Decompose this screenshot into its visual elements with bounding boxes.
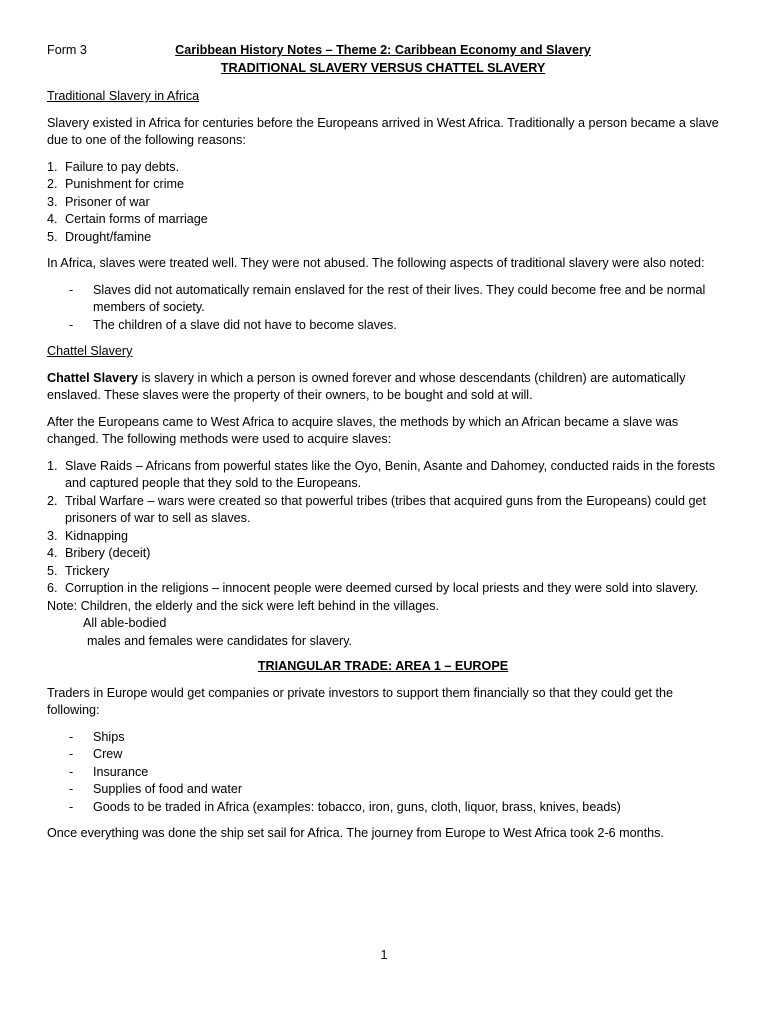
chattel-term: Chattel Slavery <box>47 370 138 385</box>
aspects-list <box>47 282 719 335</box>
triangular-intro: Traders in Europe would get companies or private investors to support them financially so that they could get the following: <box>47 685 674 717</box>
list-item <box>47 317 719 335</box>
list-number: 6. <box>47 581 58 595</box>
list-text: Corruption in the religions – innocent people were deemed cursed by local priests and they were sold into slavery. <box>65 581 699 595</box>
dash-bullet: - <box>69 782 74 796</box>
list-text: Slaves did not automatically remain enslaved for the rest of their lives. They could become free and be normal members of society. <box>93 282 706 314</box>
list-item <box>47 458 719 493</box>
dash-bullet: - <box>69 799 74 814</box>
list-text: Tribal Warfare – wars were created so that powerful tribes (tribes that acquired guns from the Europeans) could get prisoners of war to sell as slaves. <box>65 493 706 525</box>
traditional-intro: Slavery existed in Africa for centuries before the Europeans arrived in West Africa. Traditionally a person became a slave due to one of the following reasons: <box>47 115 719 147</box>
reasons-list <box>47 159 719 247</box>
list-number: 4. <box>47 212 58 226</box>
chattel-heading: Chattel Slavery <box>47 344 133 358</box>
list-number: 2. <box>47 493 58 508</box>
list-item <box>47 746 719 764</box>
list-text: Goods to be traded in Africa (examples: tobacco, iron, guns, cloth, liquor, brass, knives, beads) <box>93 799 621 814</box>
list-item <box>47 159 719 177</box>
methods-intro: After the Europeans came to West Africa to acquire slaves, the methods by which an African became a slave was changed. The following methods were used to acquire slaves: <box>47 414 679 446</box>
document-page <box>47 42 719 843</box>
list-item <box>47 528 719 546</box>
dash-bullet: - <box>69 317 74 332</box>
document-header <box>47 42 719 78</box>
list-number: 3. <box>47 528 58 543</box>
list-text: Certain forms of marriage <box>65 212 208 226</box>
list-number: 2. <box>47 177 58 191</box>
triangular-heading: TRIANGULAR TRADE: AREA 1 – EUROPE <box>257 659 509 673</box>
list-text: Ships <box>93 729 125 744</box>
note-line: All able-bodied <box>83 616 167 630</box>
list-text: Failure to pay debts. <box>65 159 180 174</box>
list-item <box>47 493 719 528</box>
list-text: Trickery <box>65 563 110 578</box>
list-item <box>47 194 719 212</box>
dash-bullet: - <box>69 282 74 297</box>
list-text: Insurance <box>93 764 149 779</box>
note-block <box>47 598 719 651</box>
list-item <box>47 229 719 247</box>
form-label: Form 3 <box>47 43 87 57</box>
list-text: Prisoner of war <box>65 194 150 209</box>
closing-paragraph: Once everything was done the ship set sail for Africa. The journey from Europe to West Africa took 2-6 months. <box>47 826 664 840</box>
list-text: The children of a slave did not have to become slaves. <box>93 317 397 332</box>
list-text: Bribery (deceit) <box>65 546 151 560</box>
dash-bullet: - <box>69 764 74 779</box>
list-text: Supplies of food and water <box>93 782 243 796</box>
chattel-definition-text: is slavery in which a person is owned forever and whose descendants (children) are automatically enslaved. These slaves were the property of their owners, to be bought and sold at will. <box>47 370 686 402</box>
list-number: 1. <box>47 458 58 473</box>
page-number: 1 <box>380 948 388 962</box>
list-number: 5. <box>47 563 58 578</box>
dash-bullet: - <box>69 747 74 761</box>
list-number: 4. <box>47 546 58 560</box>
list-number: 5. <box>47 229 58 244</box>
note-line: Note: Children, the elderly and the sick were left behind in the villages. <box>47 598 440 613</box>
list-number: 1. <box>47 159 58 174</box>
traditional-heading: Traditional Slavery in Africa <box>47 89 200 103</box>
treatment-paragraph: In Africa, slaves were treated well. They were not abused. The following aspects of traditional slavery were also noted: <box>47 256 705 270</box>
list-text: Slave Raids – Africans from powerful states like the Oyo, Benin, Asante and Dahomey, conducted raids in the forests and captured people that they sold to the Europeans. <box>65 458 716 490</box>
list-item <box>47 580 719 598</box>
list-text: Punishment for crime <box>65 177 184 191</box>
list-item <box>47 545 719 563</box>
list-text: Kidnapping <box>65 528 129 543</box>
list-item <box>47 176 719 194</box>
items-list <box>47 729 719 817</box>
list-item <box>47 729 719 747</box>
list-item <box>47 764 719 782</box>
note-line: males and females were candidates for slavery. <box>87 633 353 648</box>
dash-bullet: - <box>69 729 74 744</box>
methods-list <box>47 458 719 598</box>
list-text: Crew <box>93 747 123 761</box>
chattel-definition <box>47 370 719 405</box>
list-item <box>47 282 719 317</box>
list-item <box>47 563 719 581</box>
list-item <box>47 211 719 229</box>
list-item <box>47 781 719 799</box>
document-subtitle: TRADITIONAL SLAVERY VERSUS CHATTEL SLAVERY <box>220 61 546 75</box>
list-number: 3. <box>47 194 58 209</box>
document-title: Caribbean History Notes – Theme 2: Caribbean Economy and Slavery <box>175 43 591 57</box>
list-text: Drought/famine <box>65 229 152 244</box>
list-item <box>47 799 719 817</box>
